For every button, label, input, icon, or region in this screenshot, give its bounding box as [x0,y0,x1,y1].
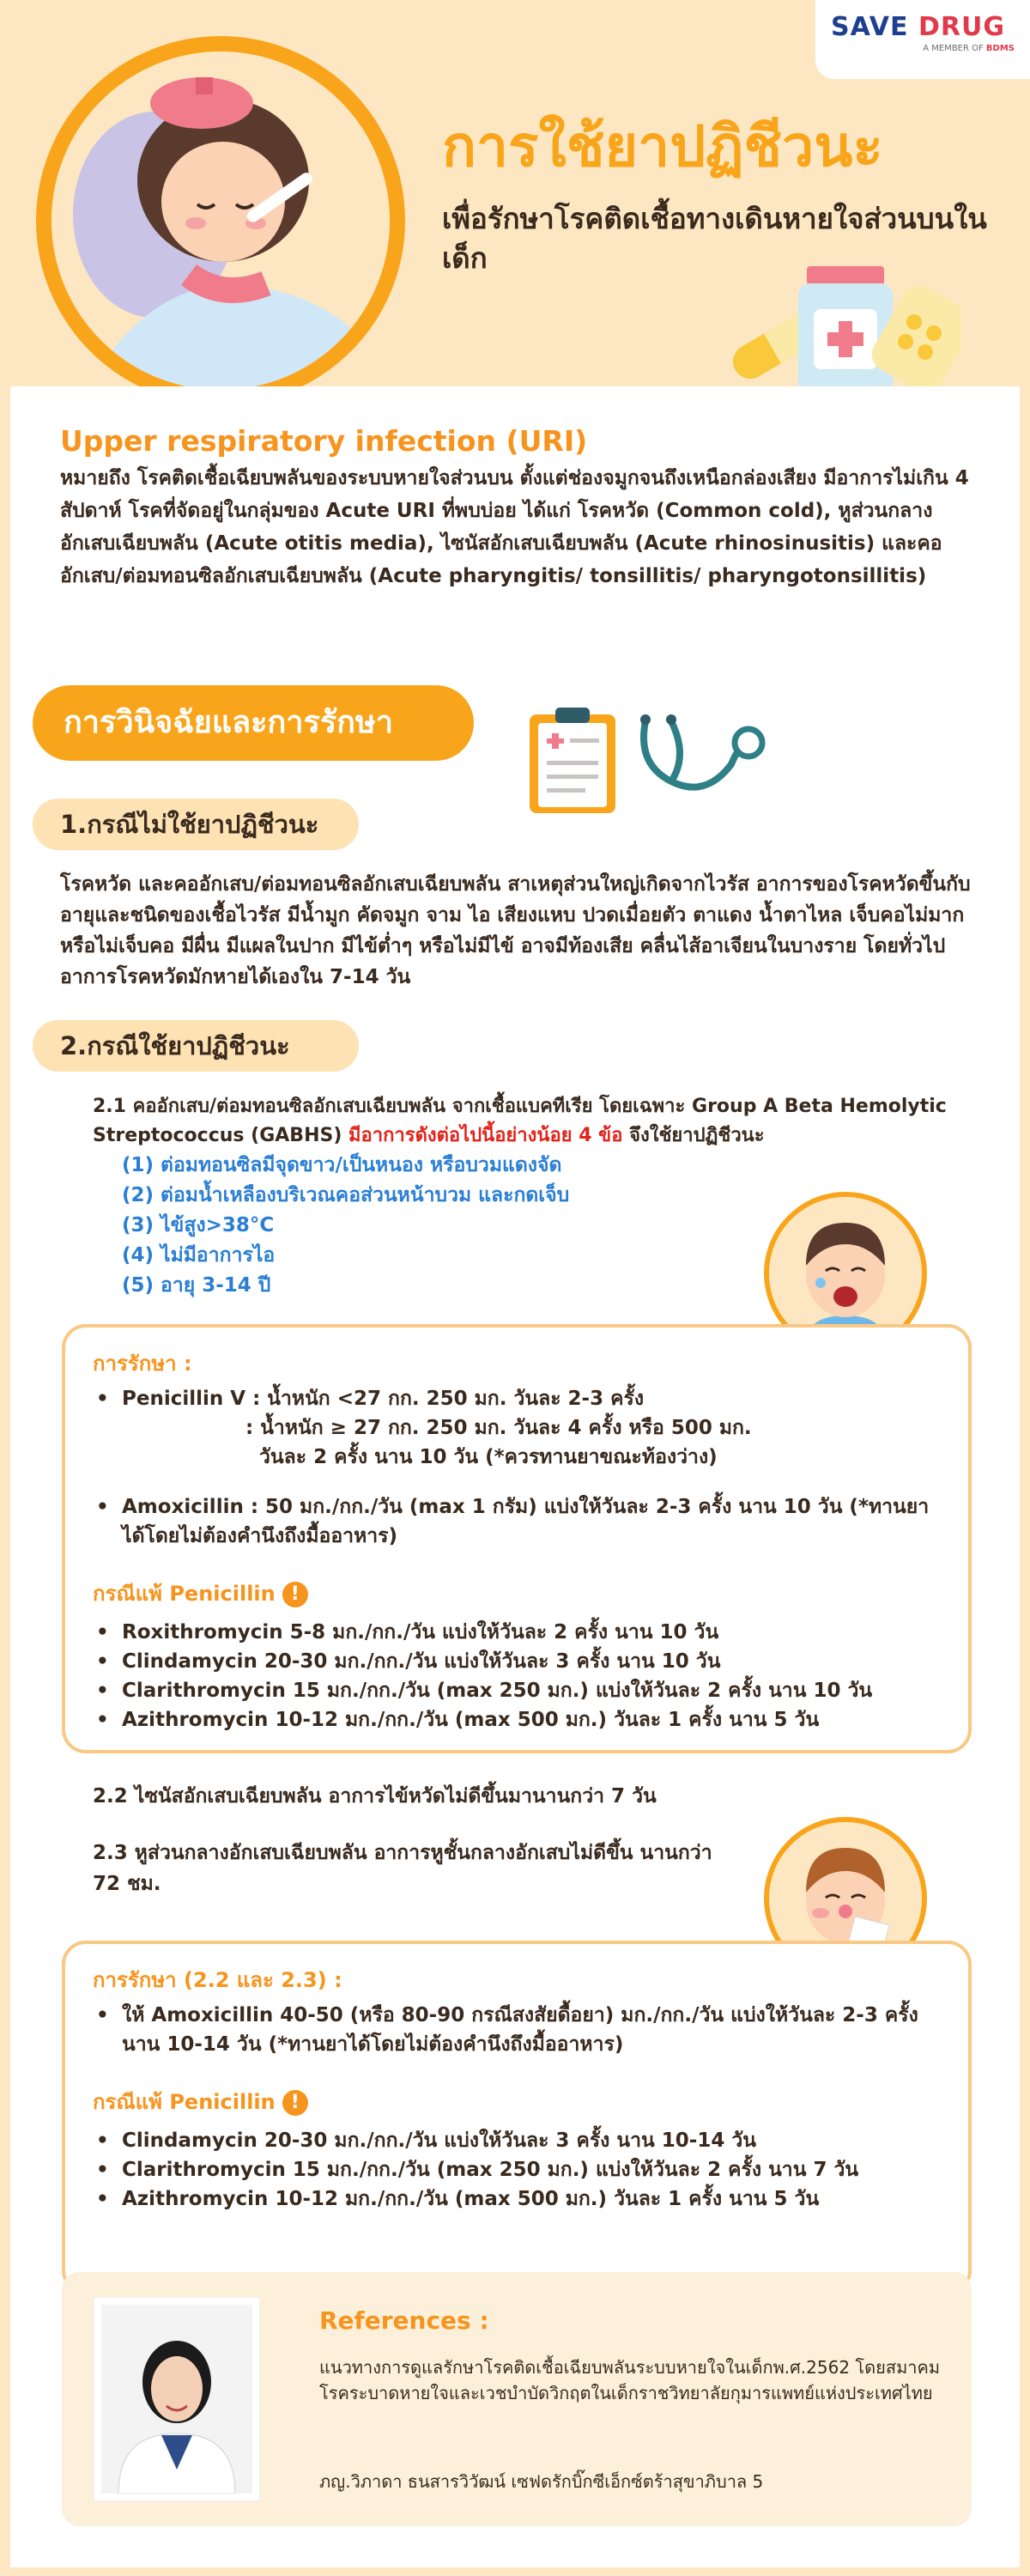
section21-main: 2.1 คออักเสบ/ต่อมทอนซิลอักเสบเฉียบพลัน จากเชื้อแบคทีเรีย โดยเฉพาะ Group A Beta Hemolytic Streptococcus (GABHS) [93,1096,947,1146]
section1-body: โรคหวัด และคออักเสบ/ต่อมทอนซิลอักเสบเฉียบพลัน สาเหตุส่วนใหญ่เกิดจากไวรัส อาการของโรคหวัดขึ้นกับอายุและชนิดของเชื้อไวรัส มีน้ำมูก คัดจมูก จาม ไอ เสียงแหบ ปวดเมื่อยตัว ตาแดง น้ำตาไหล เจ็บคอไม่มากหรือไม่เจ็บคอ มีผื่น มีแผลในปาก มีไข้ต่ำๆ หรือไม่มีไข้ อาจมีท้องเสีย คลื่นไส้อาเจียนในบางราย โดยทั่วไปอาการโรคหวัดมักหายได้เองใน 7-14 วัน [60,873,971,988]
criteria-item: (5) อายุ 3-14 ปี [122,1274,271,1297]
uri-description: หมายถึง โรคติดเชื้อเฉียบพลันของระบบหายใจส่วนบน ตั้งแต่ช่องจมูกจนถึงเหนือกล่องเสียง มีอาการไม่เกิน 4 สัปดาห์ โรคที่จัดอยู่ในกลุ่มของ Acute URI ที่พบบ่อย ได้แก่ โรคหวัด (Common cold), หูส่วนกลางอักเสบเฉียบพลัน (Acute otitis media), ไซนัสอักเสบเฉียบพลัน (Acute rhinosinusitis) และคออักเสบ/ต่อมทอนซิลอักเสบเฉียบพลัน (Acute pharyngitis/ tonsillitis/ pharyngotonsillitis) [60,467,969,587]
page-subtitle: เพื่อรักษาโรคติดเชื้อทางเดินหายใจส่วนบนในเด็ก [442,202,987,275]
sick-girl-icon [52,52,390,390]
sick-girl-illustration [36,36,405,405]
page-title: การใช้ยาปฏิชีวนะ [442,113,883,179]
penicillin-v-line1: Penicillin V : น้ำหนัก <27 กก. 250 มก. วันละ 2-3 ครั้ง [122,1388,645,1410]
allergy-drug-item: • Azithromycin 10-12 มก./กก./วัน (max 500 มก.) วันละ 1 ครั้ง นาน 5 วัน [93,2184,951,2214]
medicine-bottle-icon [704,249,961,404]
section22-text: 2.2 ไซนัสอักเสบเฉียบพลัน อาการไข้หวัดไม่ดีขึ้นมานานกว่า 7 วัน [93,1785,657,1807]
penicillin-v-row: • Penicillin V : น้ำหนัก <27 กก. 250 มก. วันละ 2-3 ครั้ง [96,1388,645,1410]
allergy-alternatives-list-2 [93,2126,951,2214]
savedrug-logo [815,0,1030,79]
allergy-drug-item: • Clindamycin 20-30 มก./กก./วัน แบ่งให้วันละ 3 ครั้ง นาน 10 วัน [93,1647,951,1676]
amoxicillin-item: • Amoxicillin : 50 มก./กก./วัน (max 1 กรัม) แบ่งให้วันละ 2-3 ครั้ง นาน 10 วัน (*ทานยาได้โดยไม่ต้องคำนึงถึงมื้ออาหาร) [93,1492,951,1551]
amoxicillin-list-2 [93,2001,951,2059]
allergy-drug-item: • Roxithromycin 5-8 มก./กก./วัน แบ่งให้วันละ 2 ครั้ง นาน 10 วัน [93,1618,951,1647]
section2-heading: 2.กรณีใช้ยาปฏิชีวนะ [33,1020,359,1072]
diagnosis-treatment-heading: การวินิจฉัยและการรักษา [33,685,474,761]
criteria-item: (3) ไข้สูง>38°C [122,1214,275,1236]
allergy-drug-item: • Azithromycin 10-12 มก./กก./วัน (max 500 มก.) วันละ 1 ครั้ง นาน 5 วัน [93,1705,951,1735]
allergy-drug-item: • Clarithromycin 15 มก./กก./วัน (max 250 มก.) แบ่งให้วันละ 2 ครั้ง นาน 10 วัน [93,1676,951,1705]
allergy-drug-item: • Clindamycin 20-30 มก./กก./วัน แบ่งให้วันละ 3 ครั้ง นาน 10-14 วัน [93,2126,951,2155]
content-card [10,386,1020,2567]
stethoscope-icon [628,704,766,816]
penicillin-allergy-heading: กรณีแพ้ Penicillin ! [93,1577,308,1610]
alert-icon: ! [282,1582,308,1607]
penicillin-v-line3: วันละ 2 ครั้ง นาน 10 วัน (*ควรทานยาขณะท้องว่าง) [259,1446,718,1468]
criteria-item: (1) ต่อมทอนซิลมีจุดขาว/เป็นหนอง หรือบวมแดงจัด [122,1154,562,1176]
section21-highlight: มีอาการดังต่อไปนี้อย่างน้อย 4 ข้อ [348,1125,623,1146]
logo-wordmark: SAVE DRUG [831,12,1005,42]
amoxicillin-list [93,1492,951,1551]
pharmacist-portrait-icon [101,2305,252,2494]
section1-heading: 1.กรณีไม่ใช้ยาปฏิชีวนะ [33,799,359,850]
references-box [62,2272,972,2526]
penicillin-allergy-heading-2: กรณีแพ้ Penicillin ! [93,2085,308,2118]
allergy-alternatives-list [93,1618,951,1735]
section23-text: 2.3 หูส่วนกลางอักเสบเฉียบพลัน อาการหูชั้นกลางอักเสบไม่ดีขึ้น นานกว่า 72 ชม. [93,1842,712,1895]
treatment-box-22-23 [62,1941,972,2294]
section21-text [93,1092,1003,1151]
gabhs-criteria-list [122,1151,569,1301]
penicillin-v-dosing [93,1384,951,1472]
uri-heading: Upper respiratory infection (URI) [60,424,588,458]
references-heading: References : [319,2306,489,2335]
treatment-box-21 [62,1324,972,1753]
clipboard-icon [525,704,620,816]
treatment-heading-2: การรักษา (2.2 และ 2.3) : [93,1968,342,1992]
amoxicillin-item: • ให้ Amoxicillin 40-50 (หรือ 80-90 กรณีสงสัยดื้อยา) มก./กก./วัน แบ่งให้วันละ 2-3 ครั้ง นาน 10-14 วัน (*ทานยาได้โดยไม่ต้องคำนึงถึงมื้ออาหาร) [93,2001,951,2059]
criteria-item: (2) ต่อมน้ำเหลืองบริเวณคอส่วนหน้าบวม และกดเจ็บ [122,1184,570,1206]
references-citation: แนวทางการดูแลรักษาโรคติดเชื้อเฉียบพลันระบบหายใจในเด็กพ.ศ.2562 โดยสมาคมโรคระบาดหายใจและเวชบำบัดวิกฤตในเด็กราชวิทยาลัยกุมารแพทย์แห่งประเทศไทย [319,2357,941,2403]
section21-end: จึงใช้ยาปฏิชีวนะ [622,1125,765,1146]
alert-icon: ! [282,2090,308,2116]
allergy-drug-item: • Clarithromycin 15 มก./กก./วัน (max 250 มก.) แบ่งให้วันละ 2 ครั้ง นาน 7 วัน [93,2155,951,2184]
treatment-heading: การรักษา : [93,1352,192,1376]
author-credit: ภญ.วิภาดา ธนสารวิวัฒน์ เซฟดรักบิ๊กซีเอ็กซ์ตร้าสุขาภิบาล 5 [319,2471,764,2492]
penicillin-v-line2: : น้ำหนัก ≥ 27 กก. 250 มก. วันละ 4 ครั้ง หรือ 500 มก. [245,1417,752,1439]
header [0,0,1030,386]
criteria-item: (4) ไม่มีอาการไอ [122,1244,276,1267]
pharmacist-photo [94,2298,259,2500]
logo-tagline: A MEMBER OF BDMS [923,44,1015,53]
